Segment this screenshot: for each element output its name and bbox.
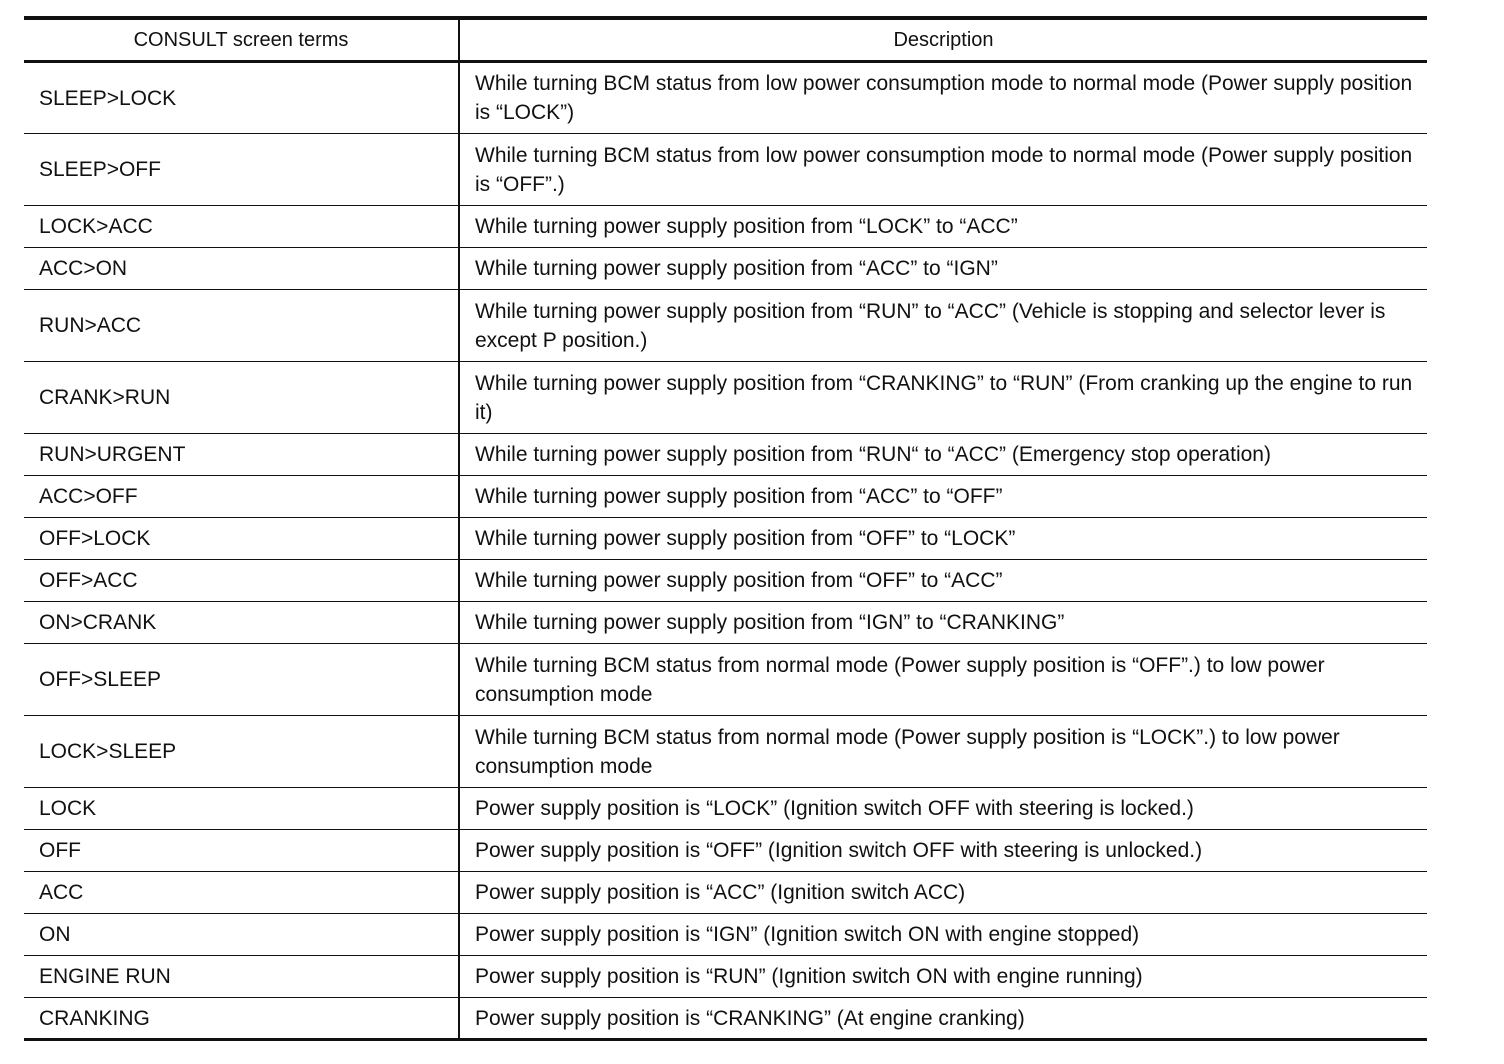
table-row — [24, 560, 1427, 602]
table-row — [24, 716, 1427, 788]
description-cell: Power supply position is “ACC” (Ignition switch ACC) — [459, 872, 1427, 914]
description-cell: Power supply position is “LOCK” (Ignition switch OFF with steering is locked.) — [459, 788, 1427, 830]
term-cell: ENGINE RUN — [24, 956, 459, 998]
description-cell: While turning power supply position from “OFF” to “LOCK” — [459, 518, 1427, 560]
term-cell: CRANK>RUN — [24, 362, 459, 434]
table-row — [24, 914, 1427, 956]
description-cell: While turning power supply position from “RUN“ to “ACC” (Emergency stop operation) — [459, 434, 1427, 476]
description-cell: While turning power supply position from “IGN” to “CRANKING” — [459, 602, 1427, 644]
description-cell: While turning power supply position from “OFF” to “ACC” — [459, 560, 1427, 602]
term-cell: RUN>ACC — [24, 290, 459, 362]
term-cell: OFF — [24, 830, 459, 872]
description-cell: While turning BCM status from low power consumption mode to normal mode (Power supply position is “LOCK”) — [459, 62, 1427, 134]
description-cell: While turning BCM status from normal mode (Power supply position is “OFF”.) to low power consumption mode — [459, 644, 1427, 716]
term-cell: ACC>ON — [24, 248, 459, 290]
term-cell: OFF>SLEEP — [24, 644, 459, 716]
table-row — [24, 788, 1427, 830]
description-cell: While turning power supply position from “ACC” to “IGN” — [459, 248, 1427, 290]
table-header-row — [24, 18, 1427, 62]
term-cell: SLEEP>LOCK — [24, 62, 459, 134]
description-cell: Power supply position is “RUN” (Ignition switch ON with engine running) — [459, 956, 1427, 998]
table-row — [24, 290, 1427, 362]
table-body — [24, 62, 1427, 1040]
table-row — [24, 362, 1427, 434]
term-cell: ON>CRANK — [24, 602, 459, 644]
term-cell: LOCK>SLEEP — [24, 716, 459, 788]
header-consult-screen-terms: CONSULT screen terms — [133, 28, 349, 51]
table-row — [24, 830, 1427, 872]
term-cell: ACC — [24, 872, 459, 914]
term-cell: RUN>URGENT — [24, 434, 459, 476]
consult-terms-table — [24, 16, 1427, 1041]
table-row — [24, 602, 1427, 644]
term-cell: CRANKING — [24, 998, 459, 1040]
term-cell: SLEEP>OFF — [24, 134, 459, 206]
term-cell: ACC>OFF — [24, 476, 459, 518]
description-cell: Power supply position is “IGN” (Ignition switch ON with engine stopped) — [459, 914, 1427, 956]
table-row — [24, 248, 1427, 290]
description-cell: Power supply position is “CRANKING” (At engine cranking) — [459, 998, 1427, 1040]
term-cell: ON — [24, 914, 459, 956]
table-row — [24, 644, 1427, 716]
header-description: Description — [459, 18, 1427, 62]
description-cell: While turning BCM status from low power consumption mode to normal mode (Power supply position is “OFF”.) — [459, 134, 1427, 206]
description-cell: Power supply position is “OFF” (Ignition switch OFF with steering is unlocked.) — [459, 830, 1427, 872]
description-cell: While turning power supply position from “LOCK” to “ACC” — [459, 206, 1427, 248]
table-row — [24, 134, 1427, 206]
term-cell: OFF>ACC — [24, 560, 459, 602]
term-cell: LOCK — [24, 788, 459, 830]
table-row — [24, 872, 1427, 914]
table-row — [24, 518, 1427, 560]
table-row — [24, 206, 1427, 248]
description-cell: While turning power supply position from “CRANKING” to “RUN” (From cranking up the engine to run it) — [459, 362, 1427, 434]
table-row — [24, 998, 1427, 1040]
description-cell: While turning BCM status from normal mode (Power supply position is “LOCK”.) to low power consumption mode — [459, 716, 1427, 788]
table-row — [24, 62, 1427, 134]
description-cell: While turning power supply position from “RUN” to “ACC” (Vehicle is stopping and selector lever is except P position.) — [459, 290, 1427, 362]
description-cell: While turning power supply position from “ACC” to “OFF” — [459, 476, 1427, 518]
table-row — [24, 956, 1427, 998]
term-cell: OFF>LOCK — [24, 518, 459, 560]
term-cell: LOCK>ACC — [24, 206, 459, 248]
table-row — [24, 476, 1427, 518]
table-row — [24, 434, 1427, 476]
